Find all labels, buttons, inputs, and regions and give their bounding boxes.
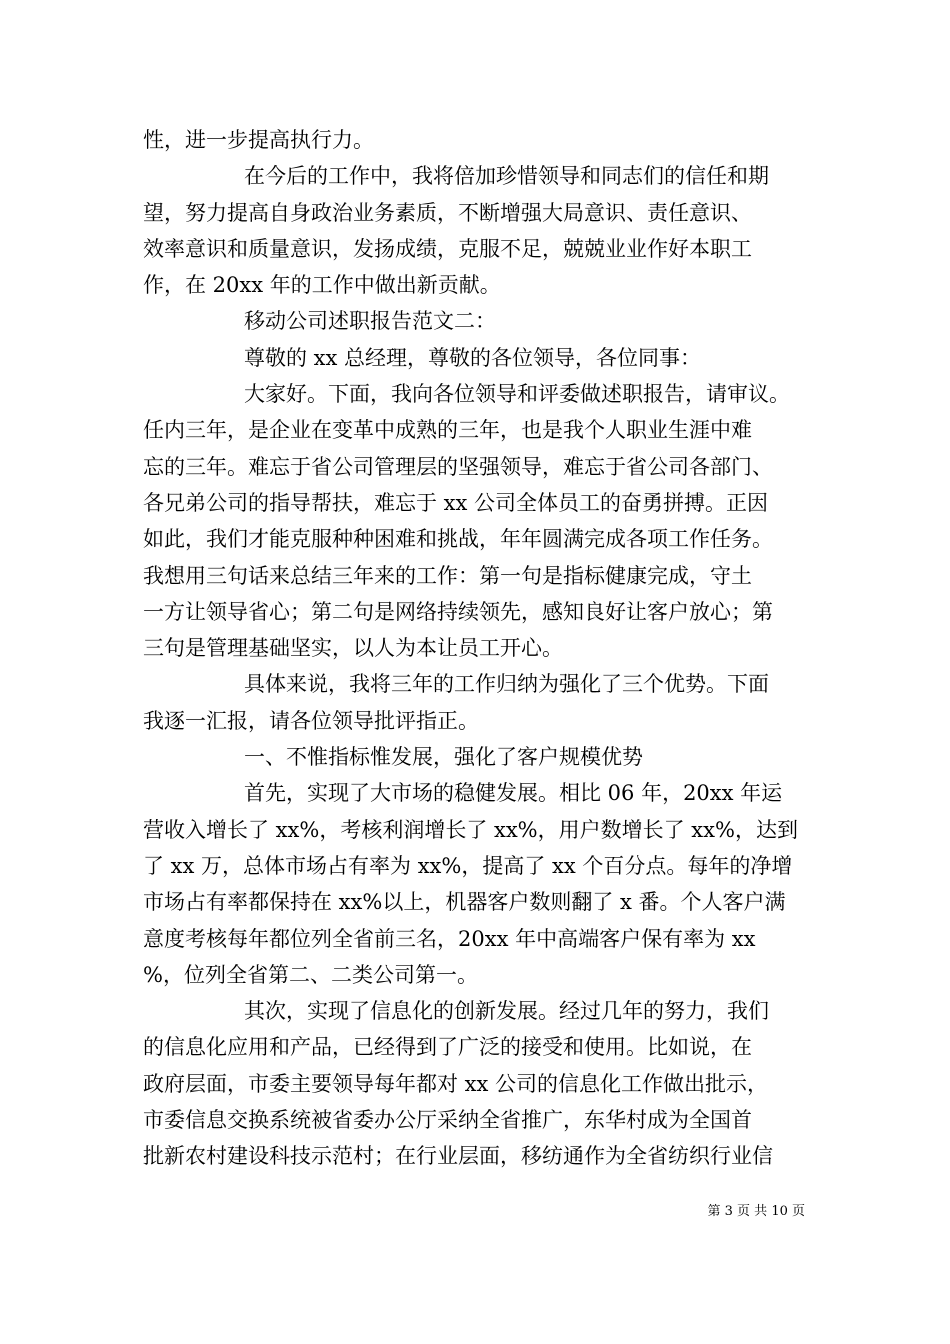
text-line: 望，努力提高自身政治业务素质，不断增强大局意识、责任意识、 bbox=[143, 200, 752, 225]
text-line: 任内三年，是企业在变革中成熟的三年，也是我个人职业生涯中难 bbox=[143, 418, 752, 443]
text-line: 一方让领导省心；第二句是网络持续领先，感知良好让客户放心；第 bbox=[143, 599, 773, 624]
text-line: 政府层面，市委主要领导每年都对 xx 公司的信息化工作做出批示， bbox=[143, 1071, 769, 1096]
text-line: 尊敬的 xx 总经理，尊敬的各位领导，各位同事： bbox=[244, 345, 702, 370]
text-line: 性，进一步提高执行力。 bbox=[143, 128, 374, 152]
page-footer: 第 3 页 共 10 页 bbox=[707, 1204, 805, 1219]
text-line: 移动公司述职报告范文二： bbox=[244, 309, 496, 334]
text-line: 如此，我们才能克服种种困难和挑战，年年圆满完成各项工作任务。 bbox=[143, 527, 773, 552]
text-line: 作，在 20xx 年的工作中做出新贡献。 bbox=[143, 273, 501, 298]
text-line: 各兄弟公司的指导帮扶，难忘于 xx 公司全体员工的奋勇拼搏。正因 bbox=[143, 490, 769, 515]
text-line: 效率意识和质量意识，发扬成绩，克服不足，兢兢业业作好本职工 bbox=[143, 236, 752, 261]
text-line: 首先，实现了大市场的稳健发展。相比 06 年，20xx 年运 bbox=[244, 781, 783, 806]
text-line: 意度考核每年都位列全省前三名，20xx 年中高端客户保有率为 xx bbox=[143, 926, 756, 951]
text-line: 其次，实现了信息化的创新发展。经过几年的努力，我们 bbox=[244, 999, 769, 1024]
text-line: 一、不惟指标惟发展，强化了客户规模优势 bbox=[244, 745, 643, 770]
text-line: 我想用三句话来总结三年来的工作：第一句是指标健康完成，守土 bbox=[143, 563, 752, 588]
text-line: 营收入增长了 xx%，考核利润增长了 xx%，用户数增长了 xx%，达到 bbox=[143, 817, 798, 842]
text-line: 市场占有率都保持在 xx%以上，机器客户数则翻了 x 番。个人客户满 bbox=[143, 890, 786, 915]
text-line: 三句是管理基础坚实，以人为本让员工开心。 bbox=[143, 636, 563, 661]
text-line: 忘的三年。难忘于省公司管理层的坚强领导，难忘于省公司各部门、 bbox=[143, 454, 773, 479]
text-line: 我逐一汇报，请各位领导批评指正。 bbox=[143, 708, 479, 733]
text-line: 市委信息交换系统被省委办公厅采纳全省推广，东华村成为全国首 bbox=[143, 1108, 752, 1133]
text-line: 批新农村建设科技示范村；在行业层面，移纺通作为全省纺织行业信 bbox=[143, 1144, 773, 1169]
text-line: 大家好。下面，我向各位领导和评委做述职报告，请审议。 bbox=[244, 382, 790, 407]
text-line: 的信息化应用和产品，已经得到了广泛的接受和使用。比如说，在 bbox=[143, 1035, 752, 1060]
text-line: 了 xx 万，总体市场占有率为 xx%，提高了 xx 个百分点。每年的净增 bbox=[143, 853, 793, 878]
text-line: %，位列全省第二、二类公司第一。 bbox=[143, 962, 478, 987]
document-body bbox=[143, 122, 815, 1175]
text-line: 具体来说，我将三年的工作归纳为强化了三个优势。下面 bbox=[244, 672, 769, 697]
text-line: 在今后的工作中，我将倍加珍惜领导和同志们的信任和期 bbox=[244, 164, 769, 189]
